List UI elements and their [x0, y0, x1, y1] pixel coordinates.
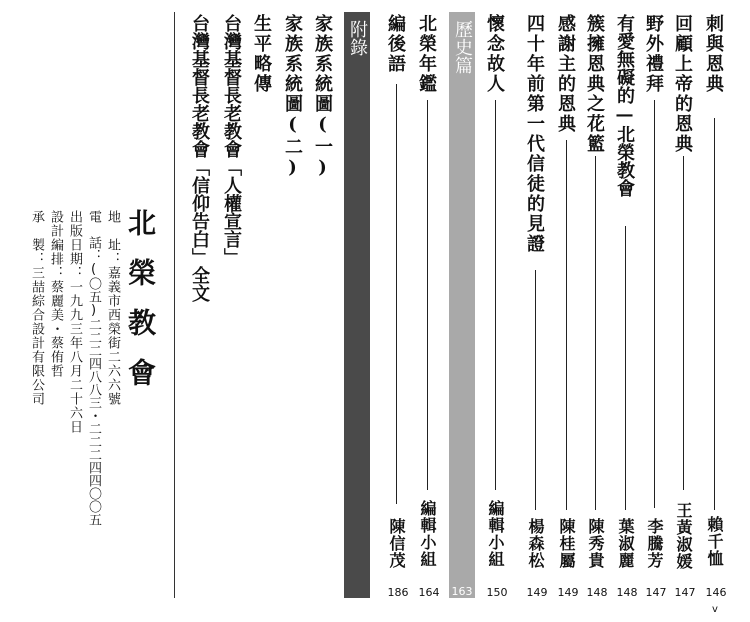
toc-title: 簇擁恩典之花籃 — [584, 14, 605, 154]
leader-line — [396, 84, 397, 504]
appendix-item-human-rights: 台灣基督長老教會「人權宣言」 — [221, 14, 242, 266]
history-section-banner — [449, 12, 475, 598]
toc-author: 王黃淑媛 — [674, 502, 693, 570]
toc-page: 148 — [586, 586, 608, 599]
toc-author: 編輯小組 — [418, 500, 437, 568]
toc-author: 葉淑麗 — [616, 518, 635, 569]
appendix-section-label: 附錄 — [347, 20, 368, 56]
footer-mark: v — [712, 604, 718, 615]
toc-page: 186 — [387, 586, 409, 599]
toc-title: 刺與恩典 — [703, 14, 724, 94]
toc-title: 編後語 — [385, 14, 406, 74]
appendix-item-confession: 台灣基督長老教會「信仰告白」全文 — [189, 14, 210, 302]
toc-title: 四十年前第一代信徒的見證 — [524, 14, 545, 254]
leader-line — [495, 100, 496, 490]
leader-line — [427, 100, 428, 490]
appendix-section-banner — [344, 12, 370, 598]
toc-author: 賴千恤 — [705, 516, 724, 567]
toc-title: 北榮年鑑 — [416, 14, 437, 94]
toc-author: 楊森松 — [526, 518, 545, 569]
church-name: 北榮教會 — [124, 208, 157, 408]
toc-page: 149 — [557, 586, 579, 599]
toc-page: 146 — [705, 586, 727, 599]
toc-title: 有愛無礙的—北榮教會 — [614, 14, 635, 197]
appendix-item-family-tree-2: 家族系統圖(二) — [282, 14, 303, 180]
toc-author: 陳桂屬 — [557, 518, 576, 569]
history-section-label: 歷史篇 — [452, 20, 473, 74]
toc-title: 野外禮拜 — [643, 14, 664, 94]
leader-line — [595, 156, 596, 510]
toc-page: 148 — [616, 586, 638, 599]
toc-page: 147 — [645, 586, 667, 599]
leader-line — [714, 118, 715, 510]
leader-line — [535, 270, 536, 510]
toc-author: 編輯小組 — [486, 500, 505, 568]
leader-line — [654, 100, 655, 508]
appendix-item-family-tree-1: 家族系統圖(一) — [312, 14, 333, 180]
leader-line — [566, 140, 567, 510]
toc-title: 感謝主的恩典 — [555, 14, 576, 134]
history-section-page: 163 — [451, 585, 473, 598]
toc-title: 懷念故人 — [484, 14, 505, 94]
toc-title: 回顧上帝的恩典 — [672, 14, 693, 154]
church-address: 地 址：嘉義市西榮街二六六號 — [105, 210, 120, 406]
toc-page: 150 — [486, 586, 508, 599]
leader-line — [625, 226, 626, 510]
column-divider — [174, 12, 175, 598]
publish-date: 出版日期：一九九三年八月二十六日 — [67, 210, 82, 434]
design-credit: 設計編排：蔡麗美・蔡侑哲 — [48, 210, 63, 378]
toc-page: 149 — [526, 586, 548, 599]
church-phone: 電 話：(〇五)二二二四八八三・二二二四四〇〇五 — [86, 210, 101, 526]
printer-credit: 承 製：三喆綜合設計有限公司 — [29, 210, 44, 406]
toc-page: 164 — [418, 586, 440, 599]
toc-author: 陳秀貴 — [586, 518, 605, 569]
leader-line — [683, 156, 684, 490]
toc-page: 147 — [674, 586, 696, 599]
appendix-item-biography: 生平略傳 — [251, 14, 272, 94]
toc-author: 李騰芳 — [645, 518, 664, 569]
toc-author: 陳信茂 — [387, 518, 406, 569]
